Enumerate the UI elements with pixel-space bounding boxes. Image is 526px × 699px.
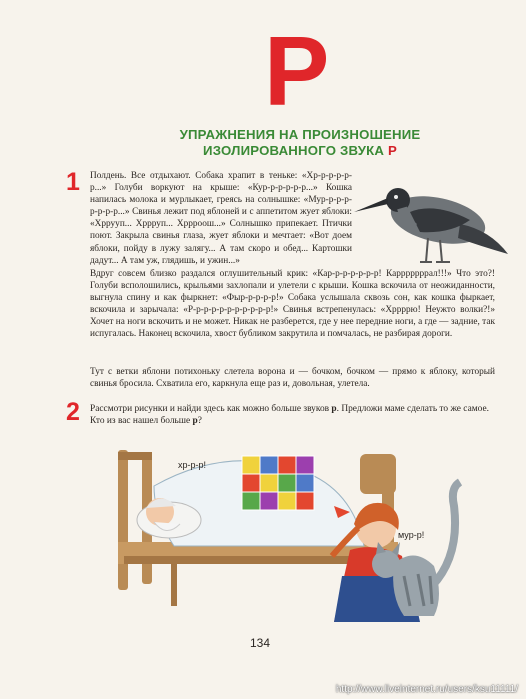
big-letter: Р bbox=[264, 16, 330, 126]
page-number: 134 bbox=[250, 636, 271, 650]
exercise-1-paragraph-3: Тут с ветки яблони потихоньку слетела ворона и — бочком, бочком — прямо к яблоку, который свинья бросила. Схватила его, каркнула еще раз и, довольная, улетела. bbox=[90, 367, 495, 390]
heading-line-1: УПРАЖНЕНИЯ НА ПРОИЗНОШЕНИЕ bbox=[179, 127, 421, 142]
exercise-number-1: 1 bbox=[66, 168, 80, 196]
exercise-heading bbox=[150, 127, 450, 159]
crow-illustration bbox=[340, 172, 510, 267]
sound-letter-1: р bbox=[331, 404, 337, 414]
cat-speech: мур-р! bbox=[398, 530, 425, 540]
heading-line-2: ИЗОЛИРОВАННОГО ЗВУКА Р bbox=[203, 143, 397, 158]
exercise-2-text: Рассмотри рисунки и найди здесь как можно больше звуков р. Предложи маме сделать то же самое. Кто из вас нашел больше р? bbox=[90, 404, 489, 427]
exercise-1-paragraph-2: Вдруг совсем близко раздался оглушительный крик: «Кар-р-р-р-р-р-р! Карррррррал!!!» Что это?! Голуби всполошились, крыльями захлопали и улетели с крыши. Кошка вскочила от неожиданности, выгнула спину и как фыркнет: «Фыр-р-р-р-р!» Собака услышала сквозь сон, как кошка фыркает, вскочила и зарычала: «Р-р-р-р-р-р-р-р-р-р-р!» Свинья встрепенулась: «Хррррю! Неужто волки?!» Хочет на ноги вскочить и не может. Никак не разберется, где у нее передние ноги, а где — задние, так испугалась. Наконец вскочила, хвост бубликом закрутила и помчалась, не разбирая дороги. bbox=[90, 269, 495, 340]
sound-letter-2: р bbox=[192, 416, 198, 427]
heading-sound: Р bbox=[387, 143, 397, 158]
grandpa-speech: хр-р-р! bbox=[178, 460, 207, 470]
exercise-1-paragraph-1: Полдень. Все отдыхают. Собака храпит в теньке: «Хр-р-р-р-р-р...» Голуби воркуют на крыше: «Кур-р-р-р-р-р...» Кошка напилась молока и мурлыкает, греясь на солнышке: «Мур-р-р-р-р-р-р-р...» Свинья лежит под яблоней и с аппетитом жует яблоки: «Хррууп... Хррруп... Хррроош...» Солнышко припекает. Птички поют. Закрыла свинья глаза, жует яблоки и мечтает: «Вот доем яблоки, пойду в лужу залягу... А там скоро и обед... Картошки дадут... А там уж, глядишь, и ужин...» bbox=[90, 171, 352, 266]
bedroom-illustration bbox=[114, 446, 484, 631]
watermark-url: http://www.liveinternet.ru/users/ksu11111/ bbox=[335, 684, 518, 695]
exercise-number-2: 2 bbox=[66, 398, 80, 426]
